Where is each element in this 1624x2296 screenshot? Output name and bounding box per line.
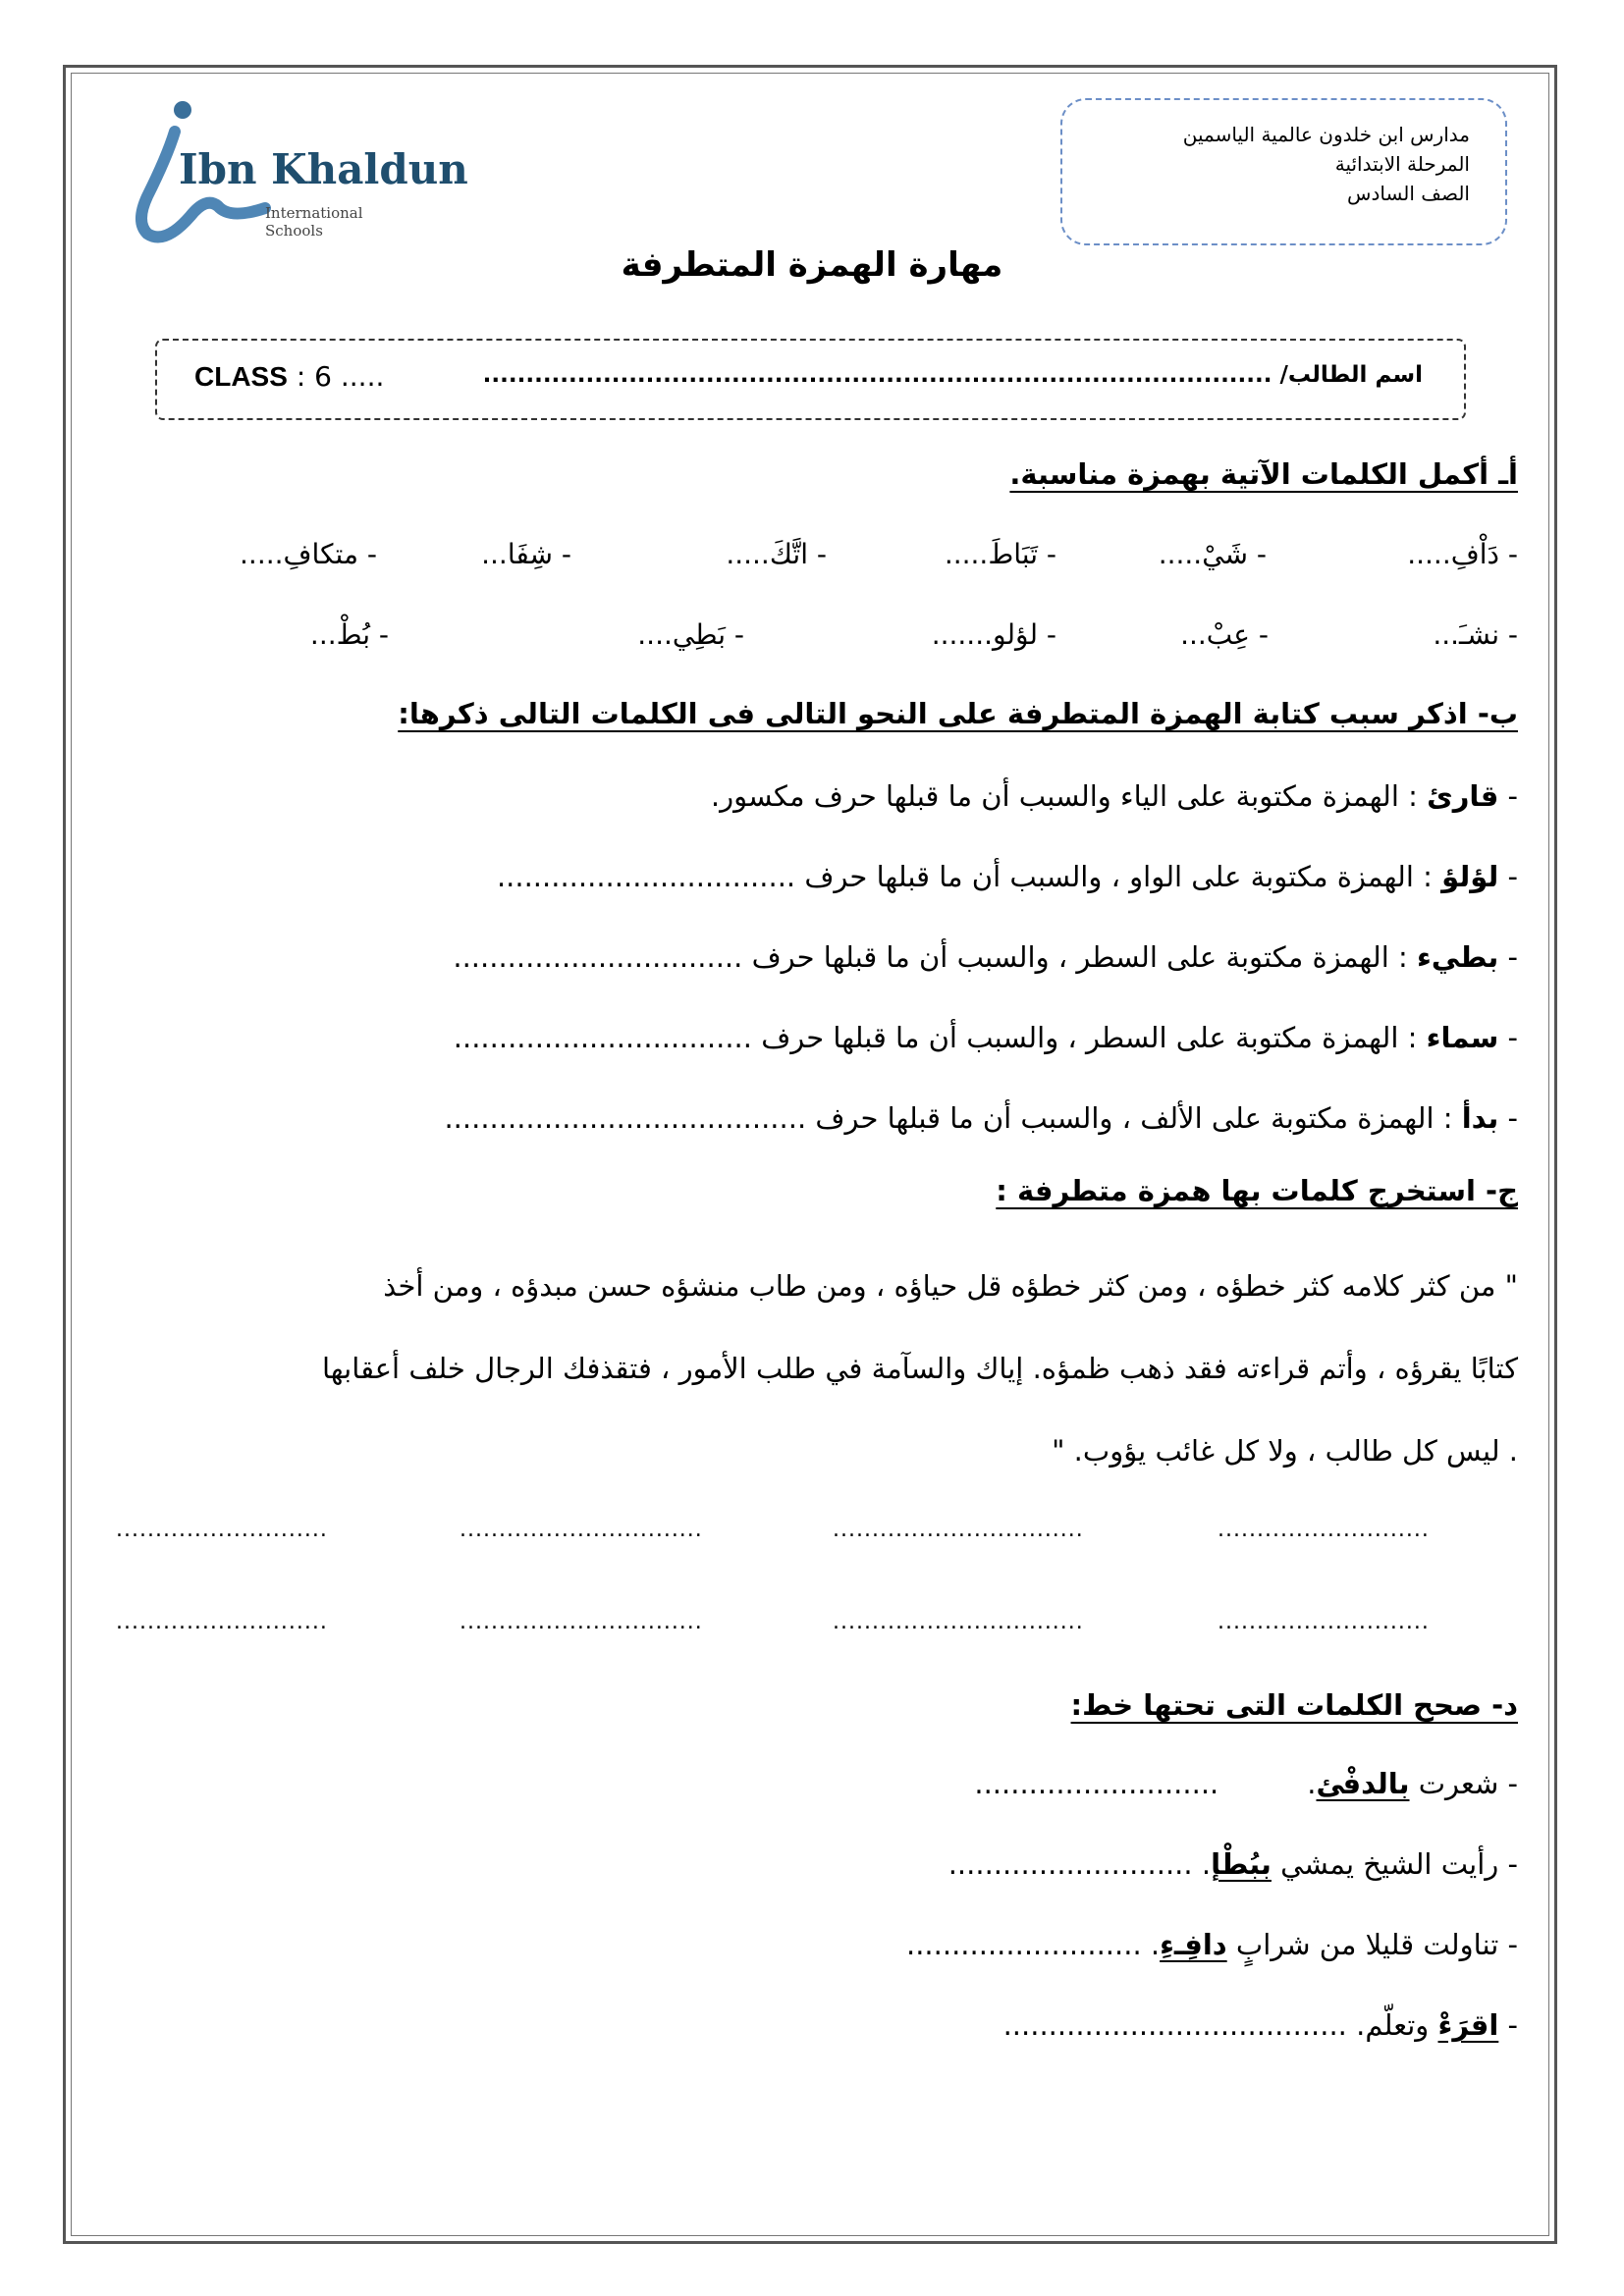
answer-blank[interactable]: ...........................: [1218, 1518, 1430, 1542]
reason-word-3: بطيء: [1417, 940, 1499, 974]
answer-blank[interactable]: ...........................: [116, 1610, 328, 1634]
section-a-heading: أـ أكمل الكلمات الآتية بهمزة مناسبة.: [1009, 457, 1518, 491]
word-a8[interactable]: - عِبْ...: [1180, 618, 1269, 651]
quote-paragraph: [116, 1245, 1518, 1492]
correction-pre-1: - شعرت: [1409, 1767, 1518, 1800]
word-a5[interactable]: - شِفَا...: [481, 538, 571, 570]
school-name: مدارس ابن خلدون عالمية الياسمين: [1182, 123, 1470, 146]
student-name-field[interactable]: اسم الطالب/ ............................................................................................: [482, 362, 1423, 388]
reason-word-5: بدأ: [1461, 1101, 1499, 1135]
school-grade: الصف السادس: [1347, 182, 1470, 205]
quote-line-1: " من كثر كلامه كثر خطؤه ، ومن كثر خطؤه قل حياؤه ، ومن طاب منشؤه حسن مبدؤه ، ومن أخذ: [383, 1269, 1518, 1303]
class-label: CLASS: [194, 361, 288, 392]
answer-blank[interactable]: ...........................: [116, 1518, 328, 1542]
correction-line-1[interactable]: [974, 1767, 1518, 1800]
word-a9[interactable]: - لؤلو.......: [931, 618, 1056, 651]
correction-post-4: وتعلّم.: [1346, 2008, 1438, 2042]
answer-blank[interactable]: ...........................: [1218, 1610, 1430, 1634]
school-info-box: [1060, 98, 1507, 245]
reason-text-5: : الهمزة مكتوبة على الألف ، والسبب أن ما قبلها حرف ........................................: [444, 1101, 1462, 1135]
reason-word-1: قارئ: [1427, 779, 1499, 813]
logo-name: Ibn Khaldun: [179, 145, 468, 193]
correction-blank-3[interactable]: ..........................: [905, 1928, 1142, 1961]
correction-post-3: .: [1141, 1928, 1161, 1961]
reason-line-5[interactable]: - بدأ : الهمزة مكتوبة على الألف ، والسبب أن ما قبلها حرف ........................................: [444, 1101, 1518, 1135]
correction-line-4[interactable]: [1003, 2008, 1518, 2042]
answer-blank[interactable]: ................................: [833, 1610, 1084, 1634]
correction-word-4: اقرَءْ: [1437, 2008, 1499, 2042]
logo-sub-line2: Schools: [265, 222, 323, 240]
school-stage: المرحلة الابتدائية: [1334, 152, 1470, 176]
correction-pre-4: -: [1498, 2008, 1518, 2042]
reason-word-2: لؤلؤ: [1441, 860, 1499, 893]
reason-text-4: : الهمزة مكتوبة على السطر ، والسبب أن ما قبلها حرف .................................: [453, 1021, 1427, 1054]
reason-text-2: : الهمزة مكتوبة على الواو ، والسبب أن ما قبلها حرف .................................: [496, 860, 1442, 893]
answer-row-2[interactable]: [116, 1610, 1518, 1639]
worksheet-title: مهارة الهمزة المتطرفة: [621, 245, 1003, 285]
correction-blank-4[interactable]: ......................................: [1002, 2008, 1347, 2042]
correction-word-1: بالدفْئ: [1316, 1767, 1410, 1800]
answer-blank[interactable]: ...............................: [460, 1610, 703, 1634]
logo-subtitle: [265, 204, 363, 240]
correction-post-2: .: [1192, 1847, 1212, 1881]
correction-pre-2: - رأيت الشيخ يمشي: [1271, 1847, 1518, 1881]
word-a11[interactable]: - بُطْ...: [309, 618, 389, 651]
class-value: : 6 .....: [296, 360, 385, 393]
logo-sub-line1: International: [265, 204, 363, 222]
correction-pre-3: - تناولت قليلا من شرابٍ: [1226, 1928, 1518, 1961]
reason-text-3: : الهمزة مكتوبة على السطر ، والسبب أن ما قبلها حرف ................................: [453, 940, 1417, 974]
word-a6[interactable]: - متكافِ.....: [240, 538, 377, 570]
school-logo: [108, 98, 468, 255]
correction-blank-1[interactable]: ...........................: [974, 1767, 1219, 1800]
quote-line-2: كتابًا يقرؤه ، وأتم قراءته فقد ذهب ظمؤه. إياك والسآمة في طلب الأمور ، فتقذفك الرجال خلف أعقابها: [321, 1352, 1518, 1385]
word-a4[interactable]: - اتَّكَ.....: [726, 538, 827, 570]
correction-word-3: دافِـءِ: [1160, 1928, 1227, 1961]
answer-row-1[interactable]: [116, 1518, 1518, 1547]
answer-blank[interactable]: ...............................: [460, 1518, 703, 1542]
reason-line-3[interactable]: - بطيء : الهمزة مكتوبة على السطر ، والسبب أن ما قبلها حرف ................................: [453, 940, 1518, 974]
word-a2[interactable]: - شَيْ.....: [1158, 538, 1267, 570]
correction-blank-2[interactable]: ...........................: [947, 1847, 1193, 1881]
word-a3[interactable]: - تَبَاطَ.....: [944, 538, 1056, 570]
student-info-box: [155, 339, 1466, 420]
reason-word-4: سماء: [1426, 1021, 1499, 1054]
quote-line-3: . ليس كل طالب ، ولا كل غائب يؤوب. ": [1052, 1434, 1518, 1468]
reason-line-4[interactable]: - سماء : الهمزة مكتوبة على السطر ، والسبب أن ما قبلها حرف .................................: [453, 1021, 1518, 1054]
class-field[interactable]: [194, 360, 384, 393]
answer-blank[interactable]: ................................: [833, 1518, 1084, 1542]
word-a1[interactable]: - دَاْفِ.....: [1407, 538, 1518, 570]
reason-line-1[interactable]: - قارئ : الهمزة مكتوبة على الياء والسبب أن ما قبلها حرف مكسور.: [710, 779, 1518, 813]
reason-line-2[interactable]: - لؤلؤ : الهمزة مكتوبة على الواو ، والسبب أن ما قبلها حرف .................................: [496, 860, 1518, 893]
correction-word-2: ببُطْإ: [1211, 1847, 1272, 1881]
correction-line-3[interactable]: [906, 1928, 1518, 1961]
word-a7[interactable]: - نشـَ...: [1433, 618, 1518, 651]
section-b-heading: ب- اذكر سبب كتابة الهمزة المتطرفة على النحو التالى فى الكلمات التالى ذكرها:: [398, 697, 1518, 730]
section-d-heading: د- صحح الكلمات التى تحتها خط:: [1070, 1688, 1518, 1722]
correction-line-2[interactable]: [948, 1847, 1518, 1881]
section-c-heading: ج- استخرج كلمات بها همزة متطرفة :: [996, 1174, 1518, 1207]
word-a10[interactable]: - بَطِي....: [637, 618, 744, 651]
reason-text-1: : الهمزة مكتوبة على الياء والسبب أن ما قبلها حرف مكسور.: [710, 779, 1428, 813]
correction-post-1: .: [1307, 1767, 1317, 1800]
